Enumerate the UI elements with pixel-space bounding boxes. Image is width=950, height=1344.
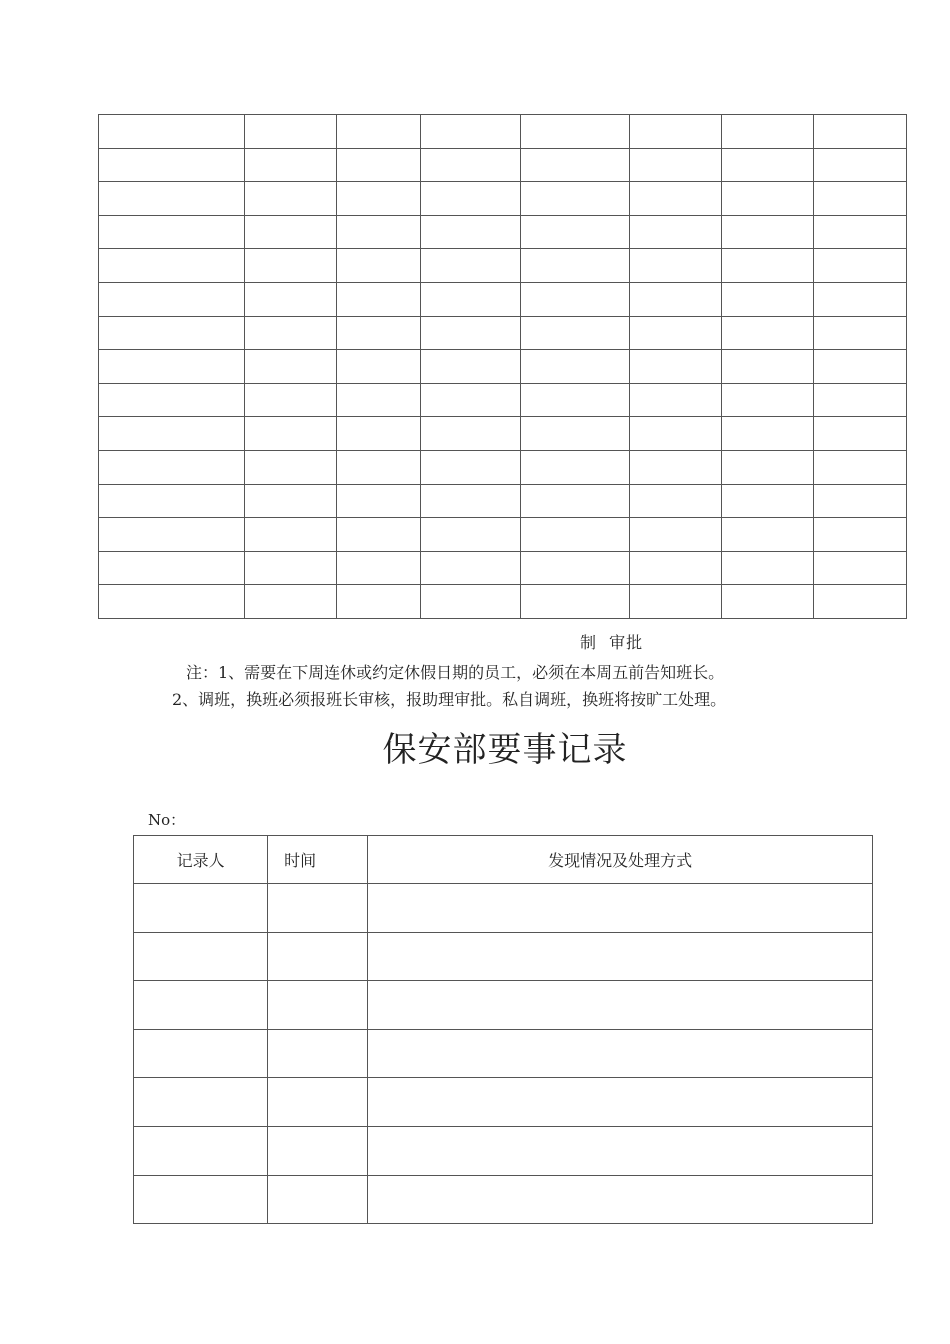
schedule-row: [99, 383, 907, 417]
schedule-cell: [813, 215, 906, 249]
schedule-cell: [721, 115, 813, 149]
schedule-cell: [336, 518, 420, 552]
schedule-cell: [99, 518, 245, 552]
record-cell: [368, 1029, 873, 1078]
schedule-cell: [336, 450, 420, 484]
schedule-cell: [99, 585, 245, 619]
schedule-cell: [521, 484, 630, 518]
record-row: [134, 1175, 873, 1224]
record-cell: [134, 1078, 268, 1127]
schedule-cell: [245, 484, 336, 518]
schedule-cell: [721, 450, 813, 484]
record-cell: [134, 884, 268, 933]
schedule-cell: [721, 484, 813, 518]
record-cell: [134, 1029, 268, 1078]
schedule-row: [99, 282, 907, 316]
schedule-cell: [813, 383, 906, 417]
schedule-cell: [813, 115, 906, 149]
schedule-cell: [420, 518, 520, 552]
record-row: [134, 932, 873, 981]
schedule-cell: [336, 585, 420, 619]
schedule-cell: [245, 551, 336, 585]
record-cell: [268, 1175, 368, 1224]
record-cell: [134, 981, 268, 1030]
schedule-cell: [813, 148, 906, 182]
schedule-cell: [521, 350, 630, 384]
schedule-cell: [420, 316, 520, 350]
record-cell: [268, 1029, 368, 1078]
schedule-cell: [336, 417, 420, 451]
schedule-cell: [245, 383, 336, 417]
schedule-cell: [721, 316, 813, 350]
schedule-cell: [630, 148, 721, 182]
schedule-row: [99, 215, 907, 249]
schedule-cell: [245, 282, 336, 316]
schedule-cell: [813, 585, 906, 619]
schedule-cell: [420, 484, 520, 518]
schedule-cell: [721, 383, 813, 417]
schedule-cell: [630, 484, 721, 518]
record-cell: [268, 981, 368, 1030]
signature-line: 制 审批: [580, 633, 644, 652]
record-row: [134, 1078, 873, 1127]
schedule-cell: [336, 215, 420, 249]
schedule-cell: [721, 148, 813, 182]
schedule-cell: [245, 350, 336, 384]
schedule-row: [99, 148, 907, 182]
schedule-row: [99, 484, 907, 518]
schedule-cell: [245, 249, 336, 283]
schedule-cell: [630, 350, 721, 384]
schedule-cell: [336, 383, 420, 417]
schedule-cell: [99, 182, 245, 216]
schedule-cell: [721, 585, 813, 619]
schedule-cell: [813, 316, 906, 350]
schedule-cell: [630, 417, 721, 451]
schedule-cell: [521, 282, 630, 316]
schedule-cell: [521, 518, 630, 552]
schedule-cell: [521, 316, 630, 350]
schedule-cell: [99, 350, 245, 384]
schedule-cell: [630, 450, 721, 484]
schedule-row: [99, 551, 907, 585]
note-line-1: 注：1、需要在下周连休或约定休假日期的员工，必须在本周五前告知班长。: [186, 663, 725, 682]
record-cell: [268, 1126, 368, 1175]
schedule-cell: [245, 115, 336, 149]
schedule-cell: [336, 182, 420, 216]
schedule-cell: [99, 282, 245, 316]
schedule-cell: [630, 518, 721, 552]
record-row: [134, 1126, 873, 1175]
schedule-cell: [245, 417, 336, 451]
schedule-row: [99, 316, 907, 350]
schedule-cell: [521, 182, 630, 216]
schedule-cell: [630, 383, 721, 417]
schedule-row: [99, 518, 907, 552]
record-cell: [368, 884, 873, 933]
schedule-cell: [245, 316, 336, 350]
schedule-table: [98, 114, 907, 619]
header-time: 时间: [268, 836, 368, 884]
schedule-row: [99, 585, 907, 619]
schedule-cell: [99, 249, 245, 283]
record-cell: [268, 932, 368, 981]
schedule-cell: [721, 350, 813, 384]
schedule-cell: [813, 182, 906, 216]
schedule-cell: [813, 350, 906, 384]
schedule-cell: [99, 417, 245, 451]
schedule-cell: [420, 417, 520, 451]
note-line-2: 2、调班，换班必须报班长审核，报助理审批。私自调班，换班将按旷工处理。: [172, 690, 727, 709]
schedule-cell: [99, 148, 245, 182]
record-row: [134, 1029, 873, 1078]
schedule-cell: [521, 148, 630, 182]
record-row: [134, 884, 873, 933]
schedule-cell: [630, 316, 721, 350]
schedule-row: [99, 450, 907, 484]
schedule-cell: [630, 215, 721, 249]
schedule-cell: [99, 383, 245, 417]
schedule-row: [99, 350, 907, 384]
schedule-cell: [813, 282, 906, 316]
schedule-cell: [813, 484, 906, 518]
schedule-cell: [521, 450, 630, 484]
record-number-label: No：: [148, 811, 186, 829]
record-cell: [368, 932, 873, 981]
schedule-cell: [336, 551, 420, 585]
schedule-cell: [521, 115, 630, 149]
schedule-row: [99, 115, 907, 149]
schedule-cell: [99, 450, 245, 484]
schedule-cell: [630, 249, 721, 283]
record-cell: [268, 884, 368, 933]
schedule-cell: [813, 551, 906, 585]
schedule-cell: [721, 182, 813, 216]
schedule-cell: [630, 585, 721, 619]
record-table: [133, 835, 873, 1224]
schedule-cell: [99, 215, 245, 249]
schedule-cell: [420, 249, 520, 283]
schedule-cell: [420, 551, 520, 585]
record-cell: [368, 981, 873, 1030]
schedule-row: [99, 182, 907, 216]
schedule-cell: [245, 585, 336, 619]
record-cell: [134, 932, 268, 981]
schedule-cell: [420, 282, 520, 316]
schedule-cell: [420, 115, 520, 149]
record-header-row: [134, 836, 873, 884]
schedule-cell: [245, 182, 336, 216]
schedule-cell: [245, 518, 336, 552]
schedule-cell: [99, 551, 245, 585]
schedule-row: [99, 417, 907, 451]
schedule-cell: [336, 282, 420, 316]
schedule-cell: [721, 282, 813, 316]
header-recorder: 记录人: [134, 836, 268, 884]
schedule-cell: [420, 215, 520, 249]
schedule-cell: [521, 383, 630, 417]
schedule-cell: [420, 148, 520, 182]
schedule-cell: [521, 215, 630, 249]
schedule-cell: [420, 350, 520, 384]
schedule-cell: [420, 450, 520, 484]
schedule-cell: [630, 182, 721, 216]
schedule-cell: [336, 148, 420, 182]
schedule-cell: [721, 215, 813, 249]
schedule-cell: [630, 115, 721, 149]
schedule-cell: [99, 484, 245, 518]
schedule-cell: [721, 249, 813, 283]
schedule-cell: [336, 316, 420, 350]
schedule-cell: [521, 249, 630, 283]
schedule-cell: [99, 316, 245, 350]
schedule-cell: [336, 249, 420, 283]
document-title: 保安部要事记录: [382, 730, 628, 770]
schedule-cell: [721, 417, 813, 451]
schedule-cell: [420, 383, 520, 417]
schedule-cell: [245, 215, 336, 249]
schedule-cell: [630, 282, 721, 316]
schedule-cell: [336, 115, 420, 149]
schedule-cell: [813, 518, 906, 552]
record-cell: [134, 1175, 268, 1224]
schedule-cell: [521, 585, 630, 619]
schedule-cell: [420, 585, 520, 619]
schedule-cell: [245, 148, 336, 182]
schedule-cell: [336, 484, 420, 518]
header-situation-handling: 发现情况及处理方式: [368, 836, 873, 884]
schedule-cell: [813, 417, 906, 451]
record-cell: [368, 1126, 873, 1175]
schedule-cell: [721, 518, 813, 552]
record-table-container: [133, 835, 873, 1226]
schedule-cell: [336, 350, 420, 384]
record-cell: [368, 1175, 873, 1224]
schedule-row: [99, 249, 907, 283]
record-cell: [134, 1126, 268, 1175]
schedule-cell: [99, 115, 245, 149]
record-cell: [268, 1078, 368, 1127]
record-cell: [368, 1078, 873, 1127]
schedule-cell: [521, 417, 630, 451]
record-row: [134, 981, 873, 1030]
schedule-cell: [813, 450, 906, 484]
schedule-cell: [630, 551, 721, 585]
schedule-cell: [521, 551, 630, 585]
schedule-cell: [721, 551, 813, 585]
schedule-cell: [813, 249, 906, 283]
schedule-cell: [245, 450, 336, 484]
schedule-cell: [420, 182, 520, 216]
